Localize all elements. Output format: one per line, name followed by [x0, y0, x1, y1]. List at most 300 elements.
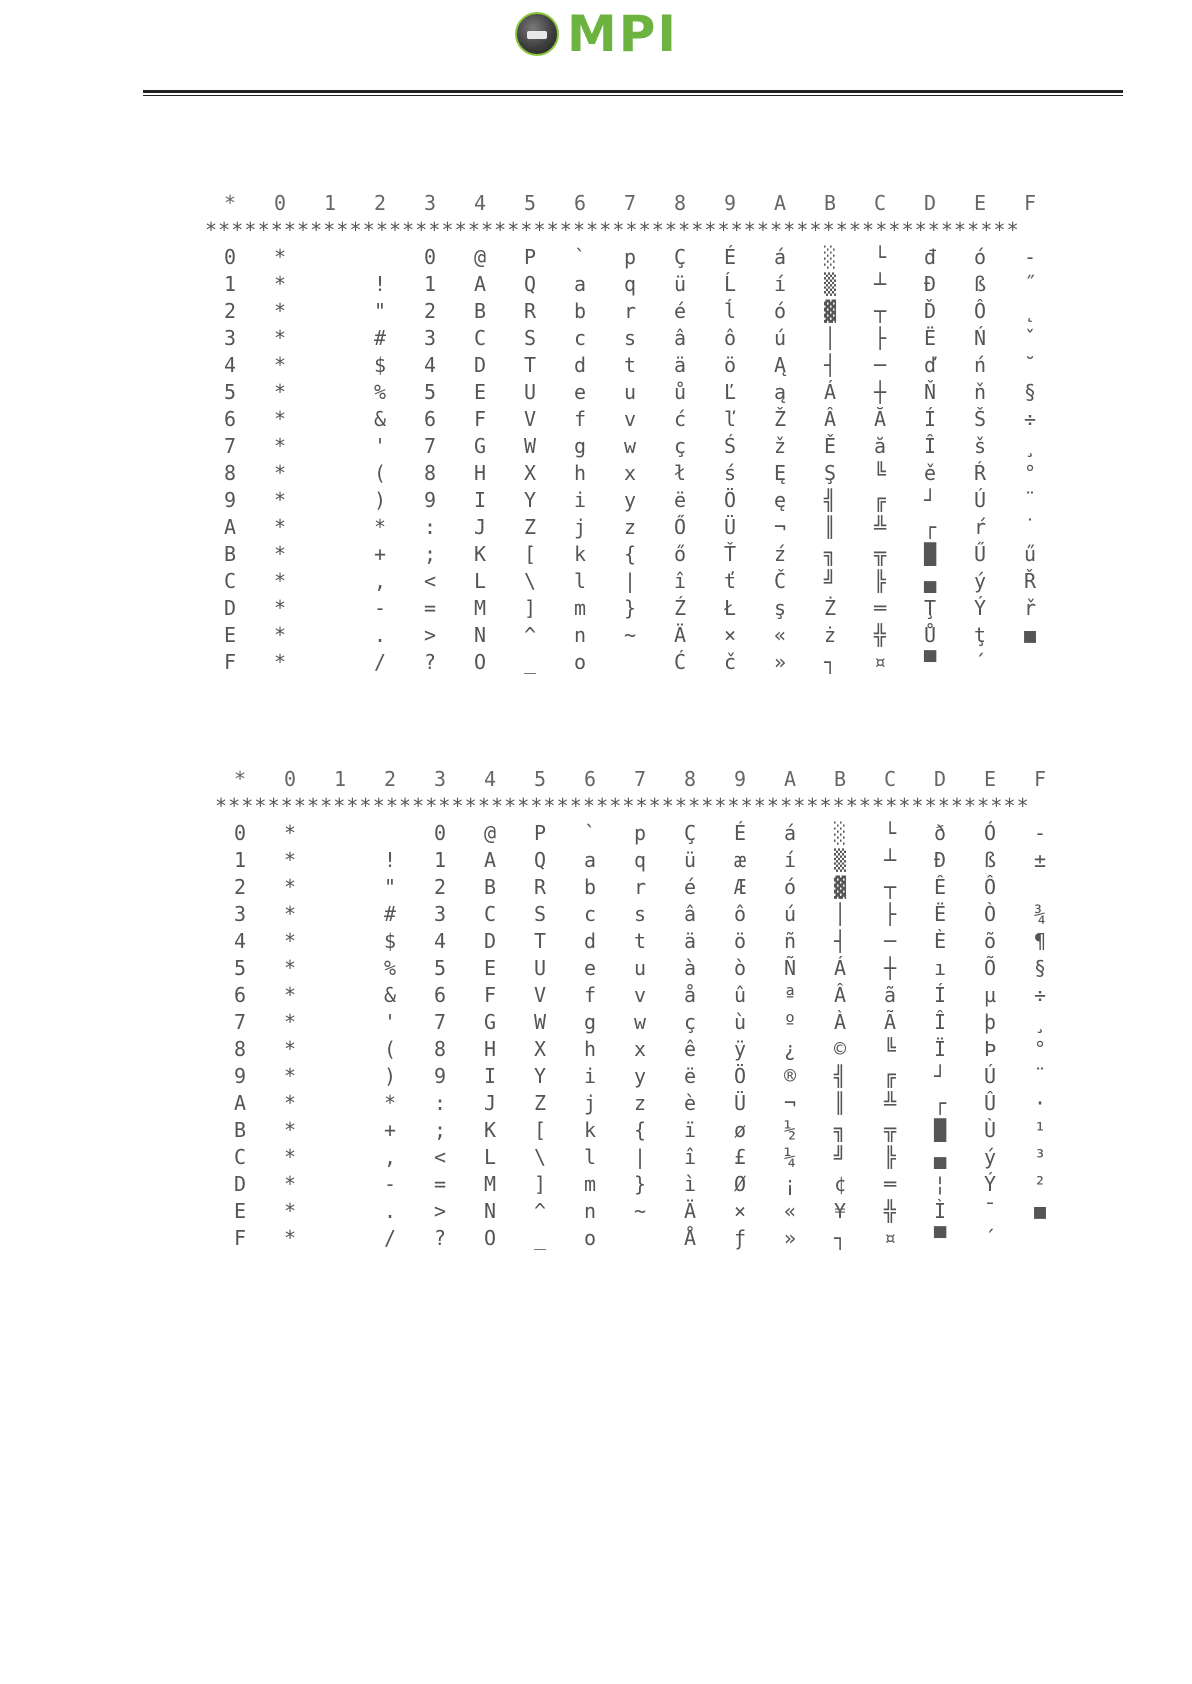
table-row	[215, 1090, 1085, 1117]
glyph-cell: *	[273, 488, 287, 512]
glyph-cell: ĺ	[723, 299, 737, 323]
glyph-cell: s	[623, 326, 637, 350]
glyph-cell: Ő	[673, 515, 687, 539]
glyph-cell: *	[373, 515, 387, 539]
glyph-cell: ö	[723, 353, 737, 377]
glyph-cell: Ę	[773, 461, 787, 485]
glyph-cell: !	[383, 848, 397, 872]
glyph-cell: *	[283, 983, 297, 1007]
glyph-cell: =	[433, 1172, 447, 1196]
glyph-cell: ď	[923, 353, 937, 377]
glyph-cell: y	[623, 488, 637, 512]
glyph-cell: ╚	[883, 1037, 897, 1061]
glyph-cell: ę	[773, 488, 787, 512]
glyph-cell: R	[533, 875, 547, 899]
glyph-cell: ţ	[973, 623, 987, 647]
glyph-cell: £	[733, 1145, 747, 1169]
glyph-cell: ¯	[983, 1199, 997, 1223]
glyph-cell: F	[473, 407, 487, 431]
glyph-cell: Ä	[673, 623, 687, 647]
glyph-cell: *	[283, 1091, 297, 1115]
glyph-cell: Ó	[983, 821, 997, 845]
glyph-cell: ³	[1033, 1145, 1047, 1169]
glyph-cell: J	[473, 515, 487, 539]
glyph-cell: 3	[423, 326, 437, 350]
glyph-cell: ▓	[823, 299, 837, 323]
glyph-cell: -	[373, 596, 387, 620]
glyph-cell: 8	[433, 1037, 447, 1061]
table-header-row	[215, 766, 1085, 793]
glyph-cell: â	[673, 326, 687, 350]
glyph-cell: └	[883, 821, 897, 845]
column-header: 9	[733, 767, 747, 791]
row-label: 1	[233, 848, 247, 872]
glyph-cell: b	[573, 299, 587, 323]
column-header: 3	[423, 191, 437, 215]
glyph-cell: ;	[433, 1118, 447, 1142]
glyph-cell: *	[273, 353, 287, 377]
glyph-cell: y	[633, 1064, 647, 1088]
glyph-cell: *	[283, 1199, 297, 1223]
glyph-cell: /	[373, 650, 387, 674]
glyph-cell: Ť	[723, 542, 737, 566]
glyph-cell: ║	[823, 515, 837, 539]
glyph-cell: G	[473, 434, 487, 458]
column-header: B	[833, 767, 847, 791]
glyph-cell: <	[433, 1145, 447, 1169]
glyph-cell: *	[273, 299, 287, 323]
glyph-cell: ╩	[873, 515, 887, 539]
glyph-cell: 8	[423, 461, 437, 485]
glyph-cell: ¥	[833, 1199, 847, 1223]
glyph-cell: µ	[983, 983, 997, 1007]
table-row	[205, 541, 1075, 568]
glyph-cell: a	[583, 848, 597, 872]
glyph-cell: '	[383, 1010, 397, 1034]
glyph-cell: ╦	[883, 1118, 897, 1142]
separator-row: **************************************************************	[215, 794, 1030, 818]
glyph-cell: ╦	[873, 542, 887, 566]
glyph-cell: ó	[783, 875, 797, 899]
glyph-cell: (	[383, 1037, 397, 1061]
glyph-cell: ˙	[1023, 515, 1037, 539]
glyph-cell: Ø	[733, 1172, 747, 1196]
glyph-cell: ^	[523, 623, 537, 647]
glyph-cell: Ñ	[783, 956, 797, 980]
column-header: 2	[373, 191, 387, 215]
glyph-cell: ä	[683, 929, 697, 953]
glyph-cell: *	[283, 1145, 297, 1169]
glyph-cell: l	[583, 1145, 597, 1169]
glyph-cell: ì	[683, 1172, 697, 1196]
glyph-cell: ï	[683, 1118, 697, 1142]
glyph-cell: Ï	[933, 1037, 947, 1061]
glyph-cell: ¼	[783, 1145, 797, 1169]
glyph-cell: Č	[773, 569, 787, 593]
glyph-cell: Ê	[933, 875, 947, 899]
glyph-cell: `	[573, 245, 587, 269]
glyph-cell: ×	[733, 1199, 747, 1223]
glyph-cell: ×	[723, 623, 737, 647]
glyph-cell: w	[623, 434, 637, 458]
column-header: 0	[283, 767, 297, 791]
glyph-cell: q	[633, 848, 647, 872]
glyph-cell: á	[783, 821, 797, 845]
column-header: *	[233, 767, 247, 791]
table-row	[205, 649, 1075, 676]
glyph-cell: ┬	[883, 875, 897, 899]
glyph-cell: x	[623, 461, 637, 485]
glyph-cell: K	[473, 542, 487, 566]
glyph-cell: F	[483, 983, 497, 1007]
glyph-cell: 5	[433, 956, 447, 980]
glyph-cell: ´	[983, 1226, 997, 1250]
column-header: 6	[573, 191, 587, 215]
glyph-cell: §	[1033, 956, 1047, 980]
glyph-cell: N	[473, 623, 487, 647]
glyph-cell: Ł	[723, 596, 737, 620]
glyph-cell: ¨	[1023, 488, 1037, 512]
glyph-cell: )	[373, 488, 387, 512]
glyph-cell: *	[273, 542, 287, 566]
glyph-cell: e	[573, 380, 587, 404]
glyph-cell: W	[533, 1010, 547, 1034]
glyph-cell: Ş	[823, 461, 837, 485]
row-label: 5	[223, 380, 237, 404]
glyph-cell: î	[683, 1145, 697, 1169]
glyph-cell: *	[283, 902, 297, 926]
glyph-cell: É	[723, 245, 737, 269]
glyph-cell: ô	[723, 326, 737, 350]
column-header: 9	[723, 191, 737, 215]
glyph-cell: *	[273, 623, 287, 647]
glyph-cell: D	[483, 929, 497, 953]
row-label: 3	[233, 902, 247, 926]
glyph-cell: ╝	[823, 569, 837, 593]
glyph-cell: *	[273, 596, 287, 620]
glyph-cell: Ð	[933, 848, 947, 872]
column-header: D	[923, 191, 937, 215]
glyph-cell: *	[283, 848, 297, 872]
glyph-cell: %	[383, 956, 397, 980]
glyph-cell: ć	[673, 407, 687, 431]
glyph-cell: ■	[1023, 623, 1037, 647]
glyph-cell: 6	[423, 407, 437, 431]
glyph-cell: *	[283, 1010, 297, 1034]
glyph-cell: p	[633, 821, 647, 845]
glyph-cell: *	[283, 821, 297, 845]
column-header: C	[883, 767, 897, 791]
glyph-cell: ë	[683, 1064, 697, 1088]
glyph-cell: Ţ	[923, 596, 937, 620]
glyph-cell: X	[523, 461, 537, 485]
glyph-cell: Ě	[823, 434, 837, 458]
glyph-cell: ê	[683, 1037, 697, 1061]
table-row	[205, 460, 1075, 487]
glyph-cell: "	[383, 875, 397, 899]
glyph-cell: õ	[983, 929, 997, 953]
glyph-cell: [	[523, 542, 537, 566]
glyph-cell: $	[383, 929, 397, 953]
glyph-cell: ¬	[783, 1091, 797, 1115]
glyph-cell: ý	[983, 1145, 997, 1169]
glyph-cell: 2	[433, 875, 447, 899]
glyph-cell: ÷	[1033, 983, 1047, 1007]
glyph-cell: 1	[423, 272, 437, 296]
column-header: 4	[473, 191, 487, 215]
glyph-cell: ø	[733, 1118, 747, 1142]
glyph-cell: °	[1023, 461, 1037, 485]
glyph-cell: *	[273, 326, 287, 350]
glyph-cell: d	[573, 353, 587, 377]
glyph-cell: û	[733, 983, 747, 1007]
glyph-cell: ¸	[1023, 434, 1037, 458]
glyph-cell: ¤	[873, 650, 887, 674]
glyph-cell: é	[673, 299, 687, 323]
glyph-cell: ü	[683, 848, 697, 872]
glyph-cell: Z	[533, 1091, 547, 1115]
glyph-cell: *	[283, 1064, 297, 1088]
glyph-cell: w	[633, 1010, 647, 1034]
glyph-cell: ¢	[833, 1172, 847, 1196]
row-label: 5	[233, 956, 247, 980]
glyph-cell: *	[283, 1037, 297, 1061]
glyph-cell: «	[783, 1199, 797, 1223]
glyph-cell: ¡	[783, 1172, 797, 1196]
glyph-cell: =	[423, 596, 437, 620]
table-row	[215, 901, 1085, 928]
table-row	[205, 433, 1075, 460]
column-header: E	[973, 191, 987, 215]
table-row	[215, 1063, 1085, 1090]
glyph-cell: Ś	[723, 434, 737, 458]
glyph-cell: ·	[1033, 1091, 1047, 1115]
glyph-cell: z	[633, 1091, 647, 1115]
glyph-cell: §	[1023, 380, 1037, 404]
glyph-cell: O	[483, 1226, 497, 1250]
column-header: A	[783, 767, 797, 791]
table-row	[215, 1225, 1085, 1252]
glyph-cell: A	[483, 848, 497, 872]
glyph-cell: V	[523, 407, 537, 431]
glyph-cell: Z	[523, 515, 537, 539]
glyph-cell: ñ	[783, 929, 797, 953]
glyph-cell: -	[1023, 245, 1037, 269]
glyph-cell: ő	[673, 542, 687, 566]
glyph-cell: ╣	[833, 1064, 847, 1088]
row-label: F	[233, 1226, 247, 1250]
column-header: E	[983, 767, 997, 791]
glyph-cell: 9	[433, 1064, 447, 1088]
glyph-cell: p	[623, 245, 637, 269]
glyph-cell: á	[773, 245, 787, 269]
glyph-cell: ┤	[823, 353, 837, 377]
glyph-cell: î	[673, 569, 687, 593]
glyph-cell: *	[283, 1172, 297, 1196]
glyph-cell: ┴	[883, 848, 897, 872]
glyph-cell: C	[473, 326, 487, 350]
glyph-cell: ý	[973, 569, 987, 593]
glyph-cell: ů	[673, 380, 687, 404]
glyph-cell: &	[383, 983, 397, 1007]
glyph-cell: E	[473, 380, 487, 404]
glyph-cell: E	[483, 956, 497, 980]
column-header: 8	[683, 767, 697, 791]
glyph-cell: Å	[683, 1226, 697, 1250]
glyph-cell: ┤	[833, 929, 847, 953]
glyph-cell: ░	[833, 821, 847, 845]
glyph-cell: }	[623, 596, 637, 620]
glyph-cell: ź	[773, 542, 787, 566]
glyph-cell: L	[483, 1145, 497, 1169]
glyph-cell: š	[973, 434, 987, 458]
glyph-cell: í	[783, 848, 797, 872]
glyph-cell: Ž	[773, 407, 787, 431]
glyph-cell: þ	[983, 1010, 997, 1034]
table-row	[215, 1144, 1085, 1171]
glyph-cell: ò	[733, 956, 747, 980]
table-row	[205, 568, 1075, 595]
column-header: F	[1033, 767, 1047, 791]
row-label: 4	[233, 929, 247, 953]
glyph-cell: 7	[423, 434, 437, 458]
table-row	[205, 514, 1075, 541]
glyph-cell: Q	[523, 272, 537, 296]
glyph-cell: m	[573, 596, 587, 620]
table-row	[215, 982, 1085, 1009]
glyph-cell: Ì	[933, 1199, 947, 1223]
glyph-cell: °	[1033, 1037, 1047, 1061]
glyph-cell: ▀	[923, 650, 937, 674]
glyph-cell: ß	[983, 848, 997, 872]
glyph-cell: ¨	[1033, 1064, 1047, 1088]
glyph-cell: Ã	[883, 1010, 897, 1034]
glyph-cell: Y	[533, 1064, 547, 1088]
glyph-cell: Â	[823, 407, 837, 431]
character-table-1	[205, 190, 1075, 676]
row-label: 8	[223, 461, 237, 485]
glyph-cell: ű	[1023, 542, 1037, 566]
row-label: 2	[223, 299, 237, 323]
glyph-cell: T	[533, 929, 547, 953]
glyph-cell: ┘	[923, 488, 937, 512]
glyph-cell: ½	[783, 1118, 797, 1142]
glyph-cell: ^	[533, 1199, 547, 1223]
glyph-cell: +	[383, 1118, 397, 1142]
glyph-cell: è	[683, 1091, 697, 1115]
glyph-cell: ;	[423, 542, 437, 566]
glyph-cell: #	[383, 902, 397, 926]
glyph-cell: S	[533, 902, 547, 926]
glyph-cell: U	[523, 380, 537, 404]
glyph-cell: m	[583, 1172, 597, 1196]
glyph-cell: ╬	[873, 623, 887, 647]
glyph-cell: z	[623, 515, 637, 539]
glyph-cell: È	[933, 929, 947, 953]
table-row	[205, 487, 1075, 514]
glyph-cell: ▒	[823, 272, 837, 296]
glyph-cell: 9	[423, 488, 437, 512]
glyph-cell: *	[283, 929, 297, 953]
column-header: 6	[583, 767, 597, 791]
glyph-cell: (	[373, 461, 387, 485]
glyph-cell: º	[783, 1010, 797, 1034]
glyph-cell: *	[273, 569, 287, 593]
glyph-cell: ╝	[833, 1145, 847, 1169]
glyph-cell: q	[623, 272, 637, 296]
glyph-cell: ð	[933, 821, 947, 845]
glyph-cell: Ü	[733, 1091, 747, 1115]
row-label: B	[233, 1118, 247, 1142]
logo-text: MPI	[567, 5, 679, 63]
glyph-cell: u	[623, 380, 637, 404]
column-header: 1	[323, 191, 337, 215]
glyph-cell: å	[683, 983, 697, 1007]
glyph-cell: 0	[433, 821, 447, 845]
row-label: 9	[233, 1064, 247, 1088]
glyph-cell: Ń	[973, 326, 987, 350]
glyph-cell: ´	[973, 650, 987, 674]
glyph-cell: ä	[673, 353, 687, 377]
glyph-cell: !	[373, 272, 387, 296]
glyph-cell: ]	[523, 596, 537, 620]
glyph-cell: ▄	[933, 1145, 947, 1169]
glyph-cell: Â	[833, 983, 847, 1007]
glyph-cell: n	[583, 1199, 597, 1223]
table-row	[205, 352, 1075, 379]
glyph-cell: b	[583, 875, 597, 899]
glyph-cell: Ë	[933, 902, 947, 926]
glyph-cell: »	[773, 650, 787, 674]
glyph-cell: č	[723, 650, 737, 674]
glyph-cell: j	[573, 515, 587, 539]
glyph-cell: ¬	[773, 515, 787, 539]
glyph-cell: ř	[1023, 596, 1037, 620]
glyph-cell: &	[373, 407, 387, 431]
glyph-cell: Í	[923, 407, 937, 431]
glyph-cell: ù	[733, 1010, 747, 1034]
separator-row: **************************************************************	[205, 218, 1020, 242]
glyph-cell: [	[533, 1118, 547, 1142]
glyph-cell: ┴	[873, 272, 887, 296]
glyph-cell: └	[873, 245, 887, 269]
table-row	[215, 1198, 1085, 1225]
glyph-cell: À	[833, 1010, 847, 1034]
glyph-cell: ©	[833, 1037, 847, 1061]
row-label: 0	[223, 245, 237, 269]
glyph-cell: s	[633, 902, 647, 926]
glyph-cell: Ò	[983, 902, 997, 926]
glyph-cell: c	[573, 326, 587, 350]
glyph-cell: a	[573, 272, 587, 296]
glyph-cell: Ă	[873, 407, 887, 431]
glyph-cell: Ľ	[723, 380, 737, 404]
row-label: E	[233, 1199, 247, 1223]
glyph-cell: Ç	[683, 821, 697, 845]
glyph-cell: Đ	[923, 272, 937, 296]
glyph-cell: ├	[883, 902, 897, 926]
row-label: 6	[223, 407, 237, 431]
glyph-cell: Ú	[973, 488, 987, 512]
glyph-cell: C	[483, 902, 497, 926]
glyph-cell: $	[373, 353, 387, 377]
glyph-cell: ě	[923, 461, 937, 485]
glyph-cell: ═	[873, 596, 887, 620]
glyph-cell: *	[273, 380, 287, 404]
row-label: 7	[233, 1010, 247, 1034]
glyph-cell: ├	[873, 326, 887, 350]
glyph-cell: ň	[973, 380, 987, 404]
